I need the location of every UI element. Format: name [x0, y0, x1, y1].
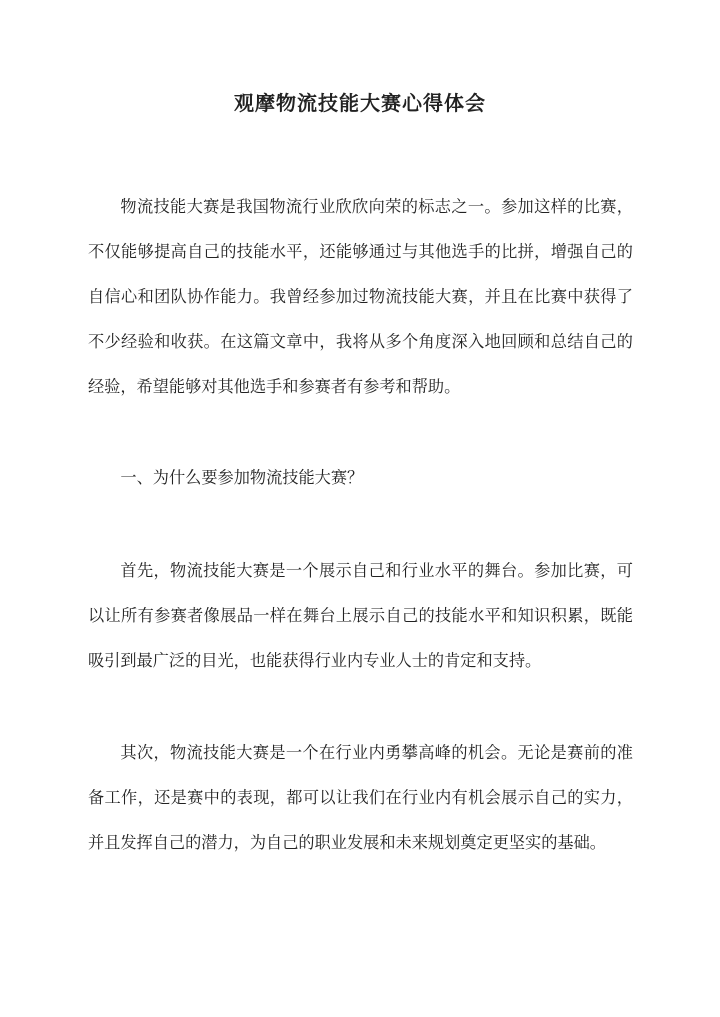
- section-heading: 一、为什么要参加物流技能大赛？: [120, 468, 364, 487]
- body-paragraph-first: 首先，物流技能大赛是一个展示自己和行业水平的舞台。参加比赛，可以让所有参赛者像展品一样在舞台上展示自己的技能水平和知识积累，既能吸引到最广泛的目光，也能获得行业内专业人士的肯定和支持。: [88, 561, 633, 670]
- intro-paragraph: 物流技能大赛是我国物流行业欣欣向荣的标志之一。参加这样的比赛，不仅能够提高自己的技能水平，还能够通过与其他选手的比拼，增强自己的自信心和团队协作能力。我曾经参加过物流技能大赛，并且在比赛中获得了不少经验和收获。在这篇文章中，我将从多个角度深入地回顾和总结自己的经验，希望能够对其他选手和参赛者有参考和帮助。: [88, 197, 633, 396]
- document-title: 观摩物流技能大赛心得体会: [234, 91, 486, 115]
- body-paragraph-second: 其次，物流技能大赛是一个在行业内勇攀高峰的机会。无论是赛前的准备工作，还是赛中的表现，都可以让我们在行业内有机会展示自己的实力，并且发挥自己的潜力，为自己的职业发展和未来规划奠定更坚实的基础。: [88, 743, 633, 852]
